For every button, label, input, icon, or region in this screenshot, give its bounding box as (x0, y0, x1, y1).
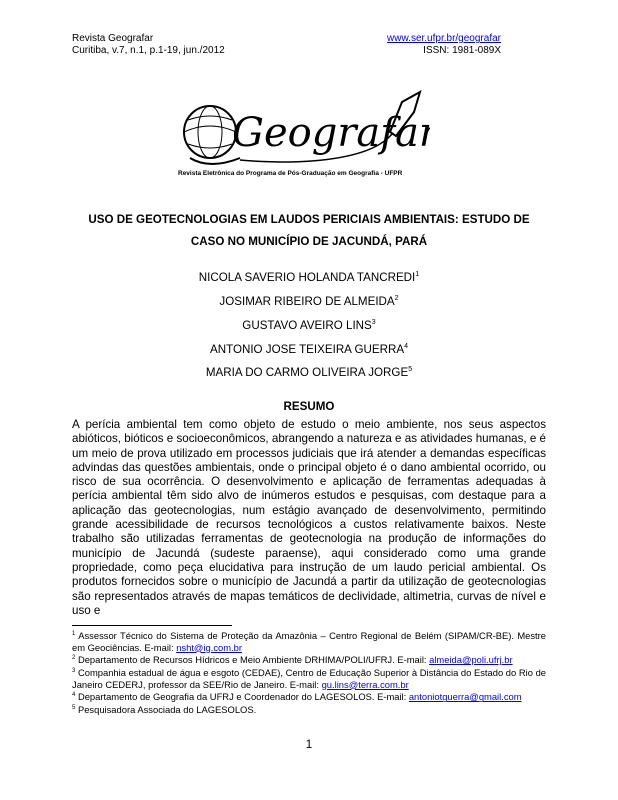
running-header-right (387, 33, 501, 57)
author: JOSIMAR RIBEIRO DE ALMEIDA$^2$ (219, 294, 399, 308)
author-footnote-mark: 2 (394, 294, 399, 302)
journal-url-link[interactable]: www.ser.ufpr.br/geografar (387, 33, 501, 44)
paper-title (72, 209, 546, 253)
email-link[interactable]: antoniotguerra@gmail.com (408, 691, 522, 703)
author: GUSTAVO AVEIRO LINS$^3$ (242, 318, 376, 332)
footnote: $^3$ Companhia estadual de água e esgoto (CEDAE), Centro de Educação Superior à Distância do Estado do Rio de Janeiro CEDERJ, professor da SEE/Rio de Janeiro. E-mail: gu.lins@terra.com.br (72, 667, 546, 690)
author-footnote-mark: 1 (415, 271, 420, 278)
journal-name: Revista Geografar (72, 33, 154, 44)
author-footnote-mark: 3 (371, 318, 376, 326)
author: MARIA DO CARMO OLIVEIRA JORGE$^5$ (205, 366, 413, 380)
email-link[interactable]: almeida@poli.ufrj.br (429, 654, 513, 666)
running-header-left (72, 33, 225, 57)
footnote: $^2$ Departamento de Recursos Hídricos e Meio Ambiente DRHIMA/POLI/UFRJ. E-mail: almeida@poli.ufrj.br (72, 654, 513, 666)
title-line: CASO NO MUNICÍPIO DE JACUNDÁ, PARÁ (190, 235, 428, 248)
abstract-heading: RESUMO (283, 400, 335, 413)
email-link[interactable]: gu.lins@terra.com.br (321, 678, 409, 690)
page-number: 1 (305, 738, 313, 751)
logo-wordmark: Geografar (232, 110, 430, 156)
journal-issn: ISSN: 1981-089X (423, 45, 501, 56)
footnote: $^1$ Assessor Técnico do Sistema de Proteção da Amazônia – Centro Regional de Belém (SIPAM/CR-BE). Mestre em Geociências. E-mail: nsht@ig.com.br (72, 630, 546, 653)
footnote: $^5$ Pesquisadora Associada do LAGESOLOS. (72, 704, 257, 716)
author-footnote-mark: 5 (408, 366, 413, 374)
author: ANTONIO JOSE TEIXEIRA GUERRA$^4$ (209, 342, 409, 356)
title-line: USO DE GEOTECNOLOGIAS EM LAUDOS PERICIAIS AMBIENTAIS: ESTUDO DE (88, 213, 530, 226)
abstract-text: A perícia ambiental tem como objeto de estudo o meio ambiente, nos seus aspectos abióticos, bióticos e socioeconômicos, abrangendo a natureza e as atividades humanas, e é um meio de prova utilizado em processos judiciais que irá atender a demandas específicas advindas das questões ambientais, onde o principal objeto é o dano ambiental ocorrido, ou risco de sua ocorrência. O desenvolvimento e aplicação de ferramentas adequadas à perícia ambiental têm sido alvo de inúmeros estudos e pesquisas, com destaque para a aplicação das geotecnologias, num estágio avançado de desenvolvimento, permitindo grande acessibilidade de recursos tecnológicos a custos relativamente baixos. Neste trabalho são utilizadas ferramentas de geotecnologia na produção de informações do município de Jacundá (sudeste paraense), aqui considerado como uma grande propriedade, como peça elucidativa para instrução de um laudo pericial ambiental. Os produtos fornecidos sobre o município de Jacundá a partir da utilização de geotecnologias são representados através de mapas temáticos de declividade, altimetria, curvas de nível e uso e (72, 418, 546, 617)
journal-logo (170, 90, 430, 170)
email-link[interactable]: nsht@ig.com.br (176, 641, 242, 653)
author-list (72, 264, 546, 383)
footnote-divider (72, 625, 232, 626)
journal-citation: Curitiba, v.7, n.1, p.1-19, jun./2012 (72, 45, 225, 56)
author: NICOLA SAVERIO HOLANDA TANCREDI$^1$ (198, 270, 420, 284)
footnote: $^4$ Departamento de Geografia da UFRJ e Coordenador do LAGESOLOS. E-mail: antoniotguerra@gmail.com (72, 691, 522, 703)
footnotes (72, 629, 546, 716)
logo-subtitle: Revista Eletrônica do Programa de Pós-Graduação em Geografia - UFPR (178, 170, 403, 177)
author-footnote-mark: 4 (404, 342, 409, 350)
